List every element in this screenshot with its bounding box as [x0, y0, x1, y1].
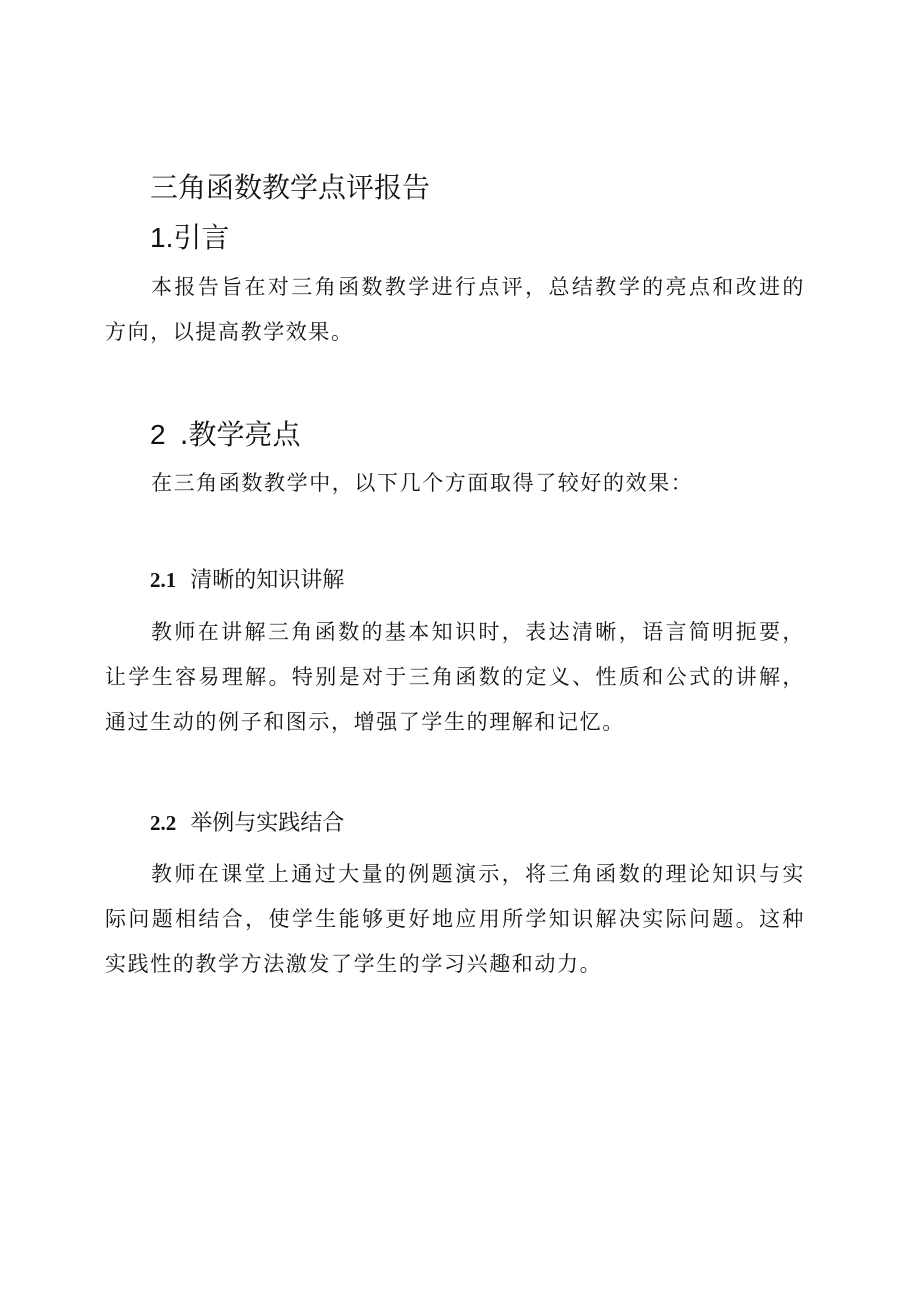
document-title: 三角函数教学点评报告	[150, 171, 431, 204]
subsection-2-1-title: 清晰的知识讲解	[190, 568, 345, 593]
section-2-number: 2	[150, 419, 166, 450]
subsection-2-2-number: 2.2	[150, 811, 177, 835]
subsection-2-1-number: 2.1	[150, 568, 177, 592]
section-1-title: 引言	[173, 221, 230, 254]
section-1-paragraph: 本报告旨在对三角函数教学进行点评，总结教学的亮点和改进的方向，以提高教学效果。	[105, 275, 805, 344]
section-2-title: .教学亮点	[179, 418, 301, 451]
subsection-2-2-title: 举例与实践结合	[190, 811, 345, 836]
subsection-2-2-paragraph: 教师在课堂上通过大量的例题演示，将三角函数的理论知识与实际问题相结合，使学生能够更好地应用所学知识解决实际问题。这种实践性的教学方法激发了学生的学习兴趣和动力。	[105, 862, 805, 976]
section-2-heading	[150, 415, 300, 455]
section-2-paragraph: 在三角函数教学中，以下几个方面取得了较好的效果：	[151, 471, 694, 495]
section-1-heading	[150, 218, 229, 258]
subsection-2-1-heading	[150, 565, 344, 596]
subsection-2-1-paragraph: 教师在讲解三角函数的基本知识时，表达清晰，语言简明扼要，让学生容易理解。特别是对于三角函数的定义、性质和公式的讲解，通过生动的例子和图示，增强了学生的理解和记忆。	[105, 620, 805, 734]
section-1-number: 1.	[150, 222, 174, 253]
subsection-2-2-heading	[150, 808, 344, 839]
